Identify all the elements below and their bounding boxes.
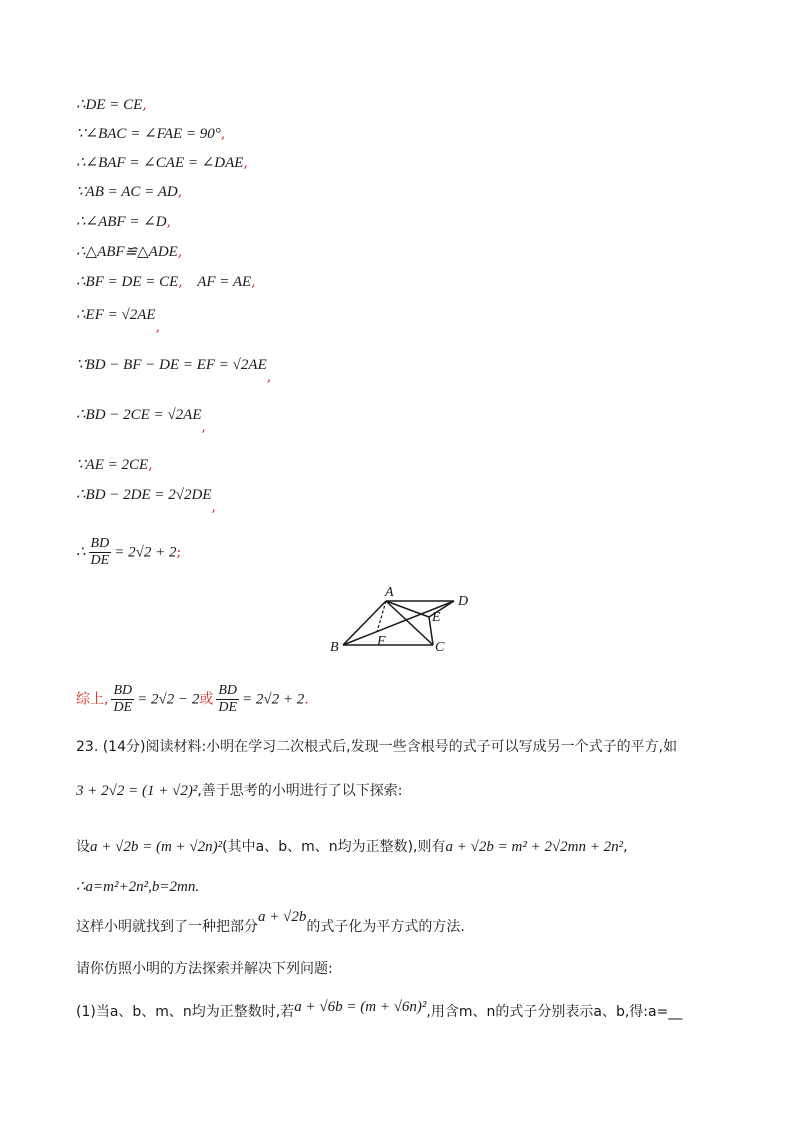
proof-expr-4: ∵AB = AC = AD xyxy=(76,184,178,200)
proof-line-5 xyxy=(76,213,171,231)
proof-line-4 xyxy=(76,183,182,201)
proof-punct-10: , xyxy=(201,419,206,435)
proof-expr-10: ∴BD − 2CE = √2AE xyxy=(76,407,202,423)
proof-punct-9: , xyxy=(266,369,272,385)
proof-expr-1: ∴DE = CE xyxy=(76,97,143,113)
summary-end: . xyxy=(304,691,309,708)
proof-punct-11: , xyxy=(148,457,153,473)
proof-punct-3: , xyxy=(243,155,248,171)
q23-result: ∴a=m²+2n²,b=2mn. xyxy=(76,879,200,895)
proof-line-2 xyxy=(76,125,225,143)
proof-line-7 xyxy=(76,273,256,291)
summary-prefix: 综上, xyxy=(76,691,109,708)
label-D: D xyxy=(458,594,469,609)
proof-punct-7a: , xyxy=(178,274,183,290)
segment-AC xyxy=(386,601,433,645)
proof-frac-den: DE xyxy=(90,553,110,568)
q23-set-end: , xyxy=(623,839,628,855)
summary-fraction-1 xyxy=(111,683,134,716)
q23-set-middle: (其中a、b、m、n均为正整数),则有 xyxy=(222,839,446,855)
proof-line-3 xyxy=(76,154,248,172)
proof-expr-12: ∴BD − 2DE = 2√2DE xyxy=(76,487,212,503)
q23-set-prefix: 设 xyxy=(76,839,90,855)
q23-p1-prefix: (1)当a、b、m、n均为正整数时,若 xyxy=(76,1004,295,1020)
proof-punct-7b: , xyxy=(251,274,256,290)
proof-expr-5: ∴∠ABF = ∠D xyxy=(76,214,167,230)
summary-fraction-2 xyxy=(216,683,239,716)
label-C: C xyxy=(435,640,445,655)
label-A: A xyxy=(385,585,394,600)
q23-example-after: ,善于思考的小明进行了以下探索: xyxy=(197,783,403,799)
proof-line-10 xyxy=(76,406,206,435)
q23-set-line xyxy=(76,838,628,856)
proof-punct-2: , xyxy=(220,126,226,142)
proof-expr-6: ∴△ABF≌△ADE xyxy=(76,244,178,260)
q23-found-line xyxy=(76,909,465,936)
geometry-figure xyxy=(325,584,485,659)
proof-line-11 xyxy=(76,456,153,474)
summary-num-1: BD xyxy=(113,683,133,698)
proof-frac-num: BD xyxy=(90,536,110,551)
label-F: F xyxy=(377,634,386,649)
summary-num-2: BD xyxy=(218,683,238,698)
summary-den-1: DE xyxy=(113,700,133,715)
proof-expr-8: ∴EF = √2AE xyxy=(76,307,156,323)
label-E: E xyxy=(432,610,441,625)
q23-found-prefix: 这样小明就找到了一种把部分 xyxy=(76,919,258,935)
q23-set-expr: a + √2b = (m + √2n)² xyxy=(90,839,223,855)
q23-found-suffix: 的式子化为平方式的方法. xyxy=(306,919,465,935)
proof-punct-8: , xyxy=(155,319,161,335)
proof-line-8 xyxy=(76,306,161,335)
summary-line xyxy=(76,683,309,716)
proof-expr-9: ∵BD − BF − DE = EF = √2AE xyxy=(76,357,267,373)
proof-expr-7b: AF = AE xyxy=(197,274,252,290)
q23-example-line xyxy=(76,782,403,800)
summary-den-2: DE xyxy=(218,700,238,715)
proof-line-9 xyxy=(76,356,272,385)
q23-intro: 23. (14分)阅读材料:小明在学习二次根式后,发现一些含根号的式子可以写成另一个式子的平方,如 xyxy=(76,739,678,755)
q23-example: 3 + 2√2 = (1 + √2)² xyxy=(76,783,198,799)
q23-p1-expr: a + √6b = (m + √6n)² xyxy=(294,999,427,1015)
proof-punct-13: ; xyxy=(176,544,182,561)
q23-part1-line xyxy=(76,999,683,1021)
label-B: B xyxy=(330,640,339,655)
proof-expr-2: ∵∠BAC = ∠FAE = 90° xyxy=(76,126,221,142)
proof-punct-1: , xyxy=(142,97,147,113)
proof-line-13 xyxy=(76,536,181,569)
q23-set-expand: a + √2b = m² + 2√2mn + 2n² xyxy=(445,839,624,855)
proof-rhs-13: = 2√2 + 2 xyxy=(114,544,177,561)
proof-punct-4: , xyxy=(177,184,183,200)
q23-instruction: 请你仿照小明的方法探索并解决下列问题: xyxy=(76,961,333,977)
proof-punct-5: , xyxy=(166,214,172,230)
proof-punct-12: , xyxy=(211,499,216,515)
summary-or: 或 xyxy=(199,691,214,708)
proof-expr-11: ∵AE = 2CE xyxy=(76,457,149,473)
proof-expr-7a: ∴BF = DE = CE xyxy=(76,274,179,290)
proof-line-6 xyxy=(76,243,182,261)
proof-expr-3: ∴∠BAF = ∠CAE = ∠DAE xyxy=(76,155,244,171)
q23-p1-suffix: ,用含m、n的式子分别表示a、b,得:a=__ xyxy=(426,1004,683,1020)
proof-fraction-13 xyxy=(89,536,112,569)
summary-rhs-2: = 2√2 + 2 xyxy=(242,691,305,708)
summary-rhs-1: = 2√2 − 2 xyxy=(137,691,200,708)
proof-line-12 xyxy=(76,486,216,515)
proof-line-1 xyxy=(76,96,147,114)
segment-AE xyxy=(386,601,429,617)
proof-prefix-13: ∴ xyxy=(76,544,86,561)
proof-punct-6: , xyxy=(177,244,183,260)
q23-found-expr: a + √2b xyxy=(258,909,307,925)
